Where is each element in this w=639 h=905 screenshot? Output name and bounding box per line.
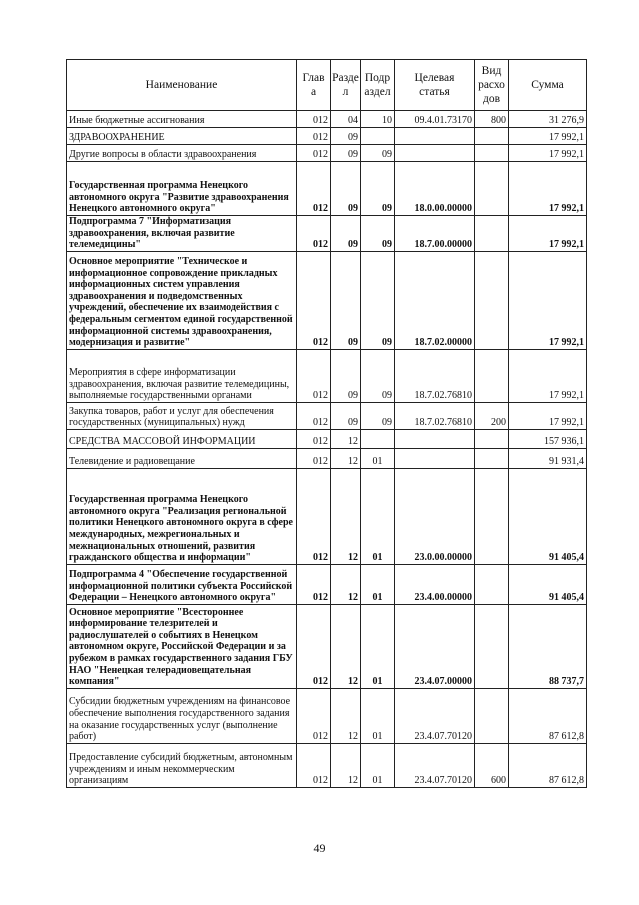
table-row xyxy=(67,468,587,564)
cell-expense-type xyxy=(475,162,509,216)
cell-target xyxy=(395,128,475,145)
header-subsection: Подр аздел xyxy=(361,60,395,111)
cell-section: 09 xyxy=(331,216,361,252)
table-row xyxy=(67,349,587,402)
cell-expense-type xyxy=(475,448,509,468)
table-row xyxy=(67,604,587,688)
table-row xyxy=(67,251,587,349)
cell-target: 18.7.02.76810 xyxy=(395,349,475,402)
cell-target: 23.4.07.00000 xyxy=(395,604,475,688)
cell-chapter: 012 xyxy=(297,564,331,604)
cell-section: 09 xyxy=(331,162,361,216)
cell-section: 09 xyxy=(331,402,361,429)
cell-subsection: 01 xyxy=(361,564,395,604)
cell-name: Мероприятия в сфере информатизации здравоохранения, включая развитие телемедицины, выполняемые государственными органами xyxy=(67,349,297,402)
cell-target: 18.7.02.00000 xyxy=(395,251,475,349)
cell-section: 12 xyxy=(331,604,361,688)
cell-name: СРЕДСТВА МАССОВОЙ ИНФОРМАЦИИ xyxy=(67,429,297,448)
cell-target: 23.4.07.70120 xyxy=(395,688,475,743)
cell-sum: 157 936,1 xyxy=(509,429,587,448)
cell-subsection xyxy=(361,429,395,448)
cell-name: Иные бюджетные ассигнования xyxy=(67,111,297,128)
cell-section: 09 xyxy=(331,145,361,162)
cell-name: Государственная программа Ненецкого автономного округа "Развитие здравоохранения Ненецкого автономного округа" xyxy=(67,162,297,216)
cell-expense-type xyxy=(475,349,509,402)
cell-chapter: 012 xyxy=(297,743,331,787)
cell-section: 12 xyxy=(331,448,361,468)
cell-name: Основное мероприятие "Техническое и информационное сопровождение прикладных информационных систем управления здравоохранения и подведомственных учреждений, обеспечение их взаимодействия с федеральным сегментом единой государственной информационной системы здравоохранения, модернизация и развитие" xyxy=(67,251,297,349)
cell-sum: 17 992,1 xyxy=(509,251,587,349)
cell-name: Предоставление субсидий бюджетным, автономным учреждениям и иным некоммерческим организациям xyxy=(67,743,297,787)
cell-chapter: 012 xyxy=(297,688,331,743)
cell-sum: 87 612,8 xyxy=(509,688,587,743)
cell-expense-type xyxy=(475,128,509,145)
cell-section: 12 xyxy=(331,564,361,604)
cell-chapter: 012 xyxy=(297,429,331,448)
cell-target: 09.4.01.73170 xyxy=(395,111,475,128)
cell-subsection: 09 xyxy=(361,162,395,216)
cell-subsection xyxy=(361,128,395,145)
cell-chapter: 012 xyxy=(297,251,331,349)
cell-chapter: 012 xyxy=(297,604,331,688)
cell-sum: 17 992,1 xyxy=(509,128,587,145)
table-row xyxy=(67,216,587,252)
cell-section: 12 xyxy=(331,743,361,787)
cell-name: Подпрограмма 4 "Обеспечение государственной информационной политики субъекта Российской Федерации – Ненецкого автономного округа" xyxy=(67,564,297,604)
cell-section: 12 xyxy=(331,468,361,564)
cell-section: 12 xyxy=(331,688,361,743)
header-row xyxy=(67,60,587,111)
header-target: Целевая статья xyxy=(395,60,475,111)
table-row xyxy=(67,564,587,604)
table-row xyxy=(67,688,587,743)
cell-chapter: 012 xyxy=(297,349,331,402)
cell-name: ЗДРАВООХРАНЕНИЕ xyxy=(67,128,297,145)
table-row xyxy=(67,743,587,787)
cell-subsection: 01 xyxy=(361,448,395,468)
table-row xyxy=(67,111,587,128)
table-row xyxy=(67,145,587,162)
cell-sum: 17 992,1 xyxy=(509,162,587,216)
cell-name: Телевидение и радиовещание xyxy=(67,448,297,468)
table-row xyxy=(67,128,587,145)
cell-subsection: 01 xyxy=(361,604,395,688)
cell-expense-type xyxy=(475,429,509,448)
cell-sum: 91 405,4 xyxy=(509,564,587,604)
cell-chapter: 012 xyxy=(297,448,331,468)
cell-sum: 87 612,8 xyxy=(509,743,587,787)
cell-chapter: 012 xyxy=(297,468,331,564)
cell-target: 23.4.07.70120 xyxy=(395,743,475,787)
cell-sum: 91 931,4 xyxy=(509,448,587,468)
cell-chapter: 012 xyxy=(297,402,331,429)
cell-expense-type: 200 xyxy=(475,402,509,429)
cell-expense-type: 600 xyxy=(475,743,509,787)
cell-name: Основное мероприятие "Всестороннее информирование телезрителей и радиослушателей о событиях в Ненецком автономном округе, Российской Федерации и за рубежом в рамках государственного задания ГБУ НАО "Ненецкая телерадиовещательная компания" xyxy=(67,604,297,688)
header-name: Наименование xyxy=(67,60,297,111)
cell-target: 23.4.00.00000 xyxy=(395,564,475,604)
cell-subsection: 09 xyxy=(361,349,395,402)
cell-name: Государственная программа Ненецкого автономного округа "Реализация региональной политики Ненецкого автономного округа в сфере международных, межрегиональных и межнациональных отношений, развития гражданского общества и информации" xyxy=(67,468,297,564)
cell-target: 18.0.00.00000 xyxy=(395,162,475,216)
cell-chapter: 012 xyxy=(297,111,331,128)
header-expense-type: Вид расхо дов xyxy=(475,60,509,111)
cell-expense-type xyxy=(475,688,509,743)
table-row xyxy=(67,448,587,468)
cell-subsection: 01 xyxy=(361,743,395,787)
cell-target: 23.0.00.00000 xyxy=(395,468,475,564)
cell-sum: 88 737,7 xyxy=(509,604,587,688)
cell-subsection: 10 xyxy=(361,111,395,128)
cell-subsection: 09 xyxy=(361,402,395,429)
cell-section: 12 xyxy=(331,429,361,448)
table-row xyxy=(67,162,587,216)
page-number: 49 xyxy=(313,841,326,855)
cell-target: 18.7.02.76810 xyxy=(395,402,475,429)
header-sum: Сумма xyxy=(509,60,587,111)
header-section: Разде л xyxy=(331,60,361,111)
header-chapter: Глав а xyxy=(297,60,331,111)
cell-sum: 17 992,1 xyxy=(509,402,587,429)
cell-expense-type xyxy=(475,564,509,604)
cell-sum: 91 405,4 xyxy=(509,468,587,564)
cell-subsection: 09 xyxy=(361,251,395,349)
table-row xyxy=(67,429,587,448)
cell-name: Другие вопросы в области здравоохранения xyxy=(67,145,297,162)
cell-sum: 17 992,1 xyxy=(509,349,587,402)
cell-target xyxy=(395,448,475,468)
cell-target xyxy=(395,429,475,448)
cell-chapter: 012 xyxy=(297,216,331,252)
cell-expense-type xyxy=(475,468,509,564)
cell-chapter: 012 xyxy=(297,128,331,145)
cell-chapter: 012 xyxy=(297,145,331,162)
cell-name: Закупка товаров, работ и услуг для обеспечения государственных (муниципальных) нужд xyxy=(67,402,297,429)
cell-section: 09 xyxy=(331,349,361,402)
table-row xyxy=(67,402,587,429)
cell-expense-type: 800 xyxy=(475,111,509,128)
cell-name: Подпрограмма 7 "Информатизация здравоохранения, включая развитие телемедицины" xyxy=(67,216,297,252)
cell-target: 18.7.00.00000 xyxy=(395,216,475,252)
cell-chapter: 012 xyxy=(297,162,331,216)
cell-expense-type xyxy=(475,145,509,162)
cell-target xyxy=(395,145,475,162)
cell-expense-type xyxy=(475,251,509,349)
budget-table xyxy=(66,59,587,788)
cell-section: 09 xyxy=(331,128,361,145)
cell-section: 04 xyxy=(331,111,361,128)
cell-subsection: 09 xyxy=(361,145,395,162)
cell-name: Субсидии бюджетным учреждениям на финансовое обеспечение выполнения государственного задания на оказание государственных услуг (выполнение работ) xyxy=(67,688,297,743)
cell-subsection: 01 xyxy=(361,468,395,564)
cell-sum: 17 992,1 xyxy=(509,216,587,252)
cell-sum: 17 992,1 xyxy=(509,145,587,162)
cell-section: 09 xyxy=(331,251,361,349)
cell-subsection: 09 xyxy=(361,216,395,252)
cell-sum: 31 276,9 xyxy=(509,111,587,128)
cell-expense-type xyxy=(475,216,509,252)
cell-expense-type xyxy=(475,604,509,688)
cell-subsection: 01 xyxy=(361,688,395,743)
